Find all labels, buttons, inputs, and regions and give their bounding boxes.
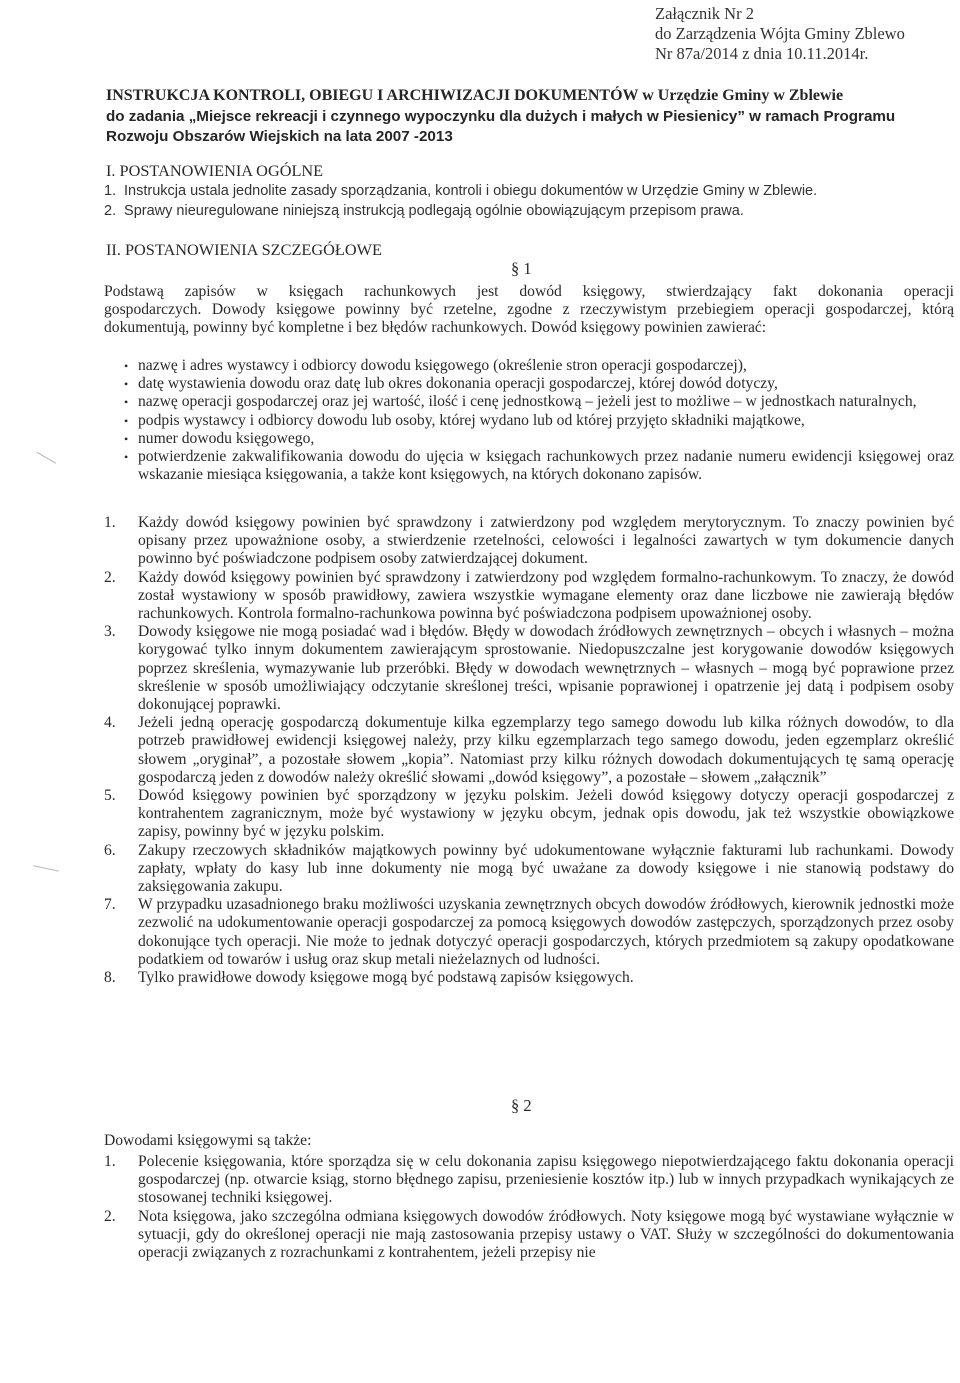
- attachment-note: [655, 4, 905, 64]
- section-1-list: [104, 182, 954, 221]
- intro-lead: Podstawą zapisów w księgach rachunkowych jest dowód księgowy, stwierdzający fakt dokonania operacji: [104, 283, 954, 300]
- item-number: 1.: [104, 514, 116, 531]
- document-title: [106, 86, 952, 148]
- item-number: 5.: [104, 787, 116, 805]
- attachment-line: Nr 87a/2014 z dnia 10.11.2014r.: [655, 44, 869, 63]
- paragraph-1-intro: [104, 283, 954, 338]
- list-item: [104, 202, 954, 222]
- item-number: 2.: [104, 568, 116, 586]
- scan-margin-mark: [33, 855, 61, 871]
- numbered-item: [104, 896, 954, 969]
- attachment-line: Załącznik Nr 2: [655, 4, 754, 23]
- numbered-item: [104, 1153, 954, 1208]
- list-item: [104, 182, 954, 202]
- item-text: Polecenie księgowania, które sporządza się w celu dokonania zapisu księgowego niepotwierdzającego faktu dokonania operacji gospodarczej (np. otwarcie ksiąg, storno błędnego zapisu, przeniesienie kosztów itp.) lub w innych przypadkach wynikających ze stosowanej techniki księgowej.: [138, 1153, 954, 1207]
- paragraph-2-lead: Dowodami księgowymi są także:: [104, 1132, 312, 1149]
- required-elements-list: [104, 357, 954, 484]
- intro-rest: gospodarczych. Dowody księgowe powinny być rzetelne, zgodne z rzeczywistym przebiegiem operacji gospodarczej, którą dokumentują, powinny być kompletne i bez błędów rachunkowych. Dowód księgowy powinien zawierać:: [104, 301, 954, 337]
- bullet-item: • podpis wystawcy i odbiorcy dowodu lub osoby, której wydano lub od której przyjęto składniki majątkowe,: [104, 412, 954, 430]
- item-number: 8.: [104, 969, 116, 987]
- item-text: W przypadku uzasadnionego braku możliwości uzyskania zewnętrznych obcych dowodów źródłowych, kierownik jednostki może zezwolić na udokumentowanie operacji gospodarczej za pomocą księgowych dowodów zastępczych, sporządzonych przez osoby dokonujące tych operacji. Nie może to jednak dotyczyć operacji gospodarczych, których przedmiotem są zakupy opodatkowane podatkiem od towarów i usług oraz skup metali nieżelaznych od ludności.: [138, 896, 954, 968]
- bullet-item: • nazwę i adres wystawcy i odbiorcy dowodu księgowego (określenie stron operacji gospodarczej),: [104, 357, 954, 375]
- numbered-item: [104, 569, 954, 624]
- bullet-item: • nazwę operacji gospodarczej oraz jej wartość, ilość i cenę jednostkową – jeżeli jest to możliwe – w jednostkach naturalnych,: [104, 393, 954, 411]
- item-number: 7.: [104, 896, 116, 914]
- numbered-item: [104, 623, 954, 714]
- section-1-heading: I. POSTANOWIENIA OGÓLNE: [106, 161, 324, 180]
- bullet-item: • datę wystawienia dowodu oraz datę lub okres dokonania operacji gospodarczej, której dowód dotyczy,: [104, 375, 954, 393]
- item-number: 2.: [104, 202, 117, 219]
- item-text: Instrukcja ustala jednolite zasady sporządzania, kontroli i obiegu dokumentów w Urzędzie Gminy w Zblewie.: [124, 183, 818, 199]
- numbered-item: [104, 714, 954, 787]
- item-text: Każdy dowód księgowy powinien być sprawdzony i zatwierdzony pod względem formalno-rachunkowym. To znaczy, że dowód został wystawiony w sposób prawidłowy, zawiera wszystkie wymagane elementy oraz dane liczbowe nie zawierają błędów rachunkowych. Kontrola formalno-rachunkowa powinna być poświadczona podpisem upoważnionej osoby.: [138, 568, 954, 623]
- item-number: 4.: [104, 714, 116, 732]
- item-text: Dowody księgowe nie mogą posiadać wad i błędów. Błędy w dowodach źródłowych zewnętrznych – obcych i własnych – można korygować tylko innym dokumentem zawierającym sprostowanie. Niedopuszczalne jest korygowanie dowodów księgowych poprzez skreślenia, wymazywanie lub przeróbki. Błędy w dowodach wewnętrznych – własnych – mogą być poprawione przez skreślenie w sposób umożliwiający odczytanie skreślonej treści, wpisanie poprawionej i opatrzenie jej datą i podpisem osoby dokonującej poprawki.: [138, 623, 954, 714]
- paragraph-1-numbered-list: [104, 514, 954, 987]
- paragraph-2-list: [104, 1153, 954, 1262]
- item-number: 3.: [104, 623, 116, 641]
- item-number: 2.: [104, 1207, 116, 1225]
- paragraph-mark-1: § 1: [511, 259, 532, 278]
- item-text: Sprawy nieuregulowane niniejszą instrukcją podlegają ogólnie obowiązującym przepisom prawa.: [124, 202, 744, 219]
- numbered-item: [104, 514, 954, 569]
- attachment-line: do Zarządzenia Wójta Gminy Zblewo: [655, 24, 905, 43]
- item-text: Każdy dowód księgowy powinien być sprawdzony i zatwierdzony pod względem merytorycznym. To znaczy powinien być opisany przez upoważnione osoby, a stwierdzenie rzetelności, celowości i legalności zawartych w tym dokumencie danych powinno być poświadczone podpisem osoby zatwierdzającej dokument.: [138, 514, 954, 568]
- item-text: Tylko prawidłowe dowody księgowe mogą być podstawą zapisów księgowych.: [138, 969, 634, 987]
- item-text: Jeżeli jedną operację gospodarczą dokumentuje kilka egzemplarzy tego samego dowodu lub kilka różnych dowodów, to dla potrzeb prawidłowej ewidencji księgowej należy, przy kilku egzemplarzach tego samego dowodu, jeden egzemplarz określić słowem „oryginał”, a pozostałe słowem „kopia”. Natomiast przy kilku różnych dowodach dokumentujących tę samą operację gospodarczą jeden z dowodów należy określić słowami „dowód księgowy”, a pozostałe – słowem „załącznik”: [138, 714, 954, 786]
- scan-margin-mark: [37, 443, 62, 464]
- bullet-item: • numer dowodu księgowego,: [104, 430, 954, 448]
- item-text: Zakupy rzeczowych składników majątkowych powinny być udokumentowane wyłącznie fakturami lub rachunkami. Dowody zapłaty, wpłaty do kasy lub inne dokumenty nie mogą być uważane za dowody księgowe i nie stanowią podstawy do zaksięgowania zakupu.: [138, 841, 954, 896]
- paragraph-mark-2: § 2: [511, 1096, 532, 1115]
- numbered-item: [104, 842, 954, 897]
- item-number: 6.: [104, 841, 116, 859]
- numbered-item: [104, 1208, 954, 1263]
- item-text: Nota księgowa, jako szczególna odmiana księgowych dowodów źródłowych. Noty księgowe mogą być wystawiane wyłącznie w sytuacji, gdy do określonej operacji nie mają zastosowania przepisy ustawy o VAT. Służy w szczególności do dokumentowania operacji związanych z rozrachunkami z kontrahentem, jeżeli przepisy nie: [138, 1207, 954, 1262]
- section-2-heading: II. POSTANOWIENIA SZCZEGÓŁOWE: [106, 240, 382, 259]
- item-text: Dowód księgowy powinien być sporządzony w języku polskim. Jeżeli dowód księgowy dotyczy operacji gospodarczej z kontrahentem zagranicznym, może być wystawiony w języku obcym, jednak opis dowodu, jak też wszystkie obowiązkowe zapisy, powinny być w języku polskim.: [138, 787, 954, 841]
- title-line-3: Rozwoju Obszarów Wiejskich na lata 2007 -2013: [106, 128, 453, 145]
- item-number: 1.: [104, 1153, 116, 1170]
- bullet-item: • potwierdzenie zakwalifikowania dowodu do ujęcia w księgach rachunkowych przez nadanie numeru ewidencji księgowej oraz wskazanie miesiąca księgowania, a także kont księgowych, na których dokonano zapisów.: [104, 448, 954, 484]
- title-line-2: do zadania „Miejsce rekreacji i czynnego wypoczynku dla dużych i małych w Piesienicy” w ramach Programu: [106, 107, 896, 125]
- item-number: 1.: [104, 183, 117, 199]
- numbered-item: [104, 787, 954, 842]
- title-line-1: INSTRUKCJA KONTROLI, OBIEGU I ARCHIWIZACJI DOKUMENTÓW w Urzędzie Gminy w Zblewie: [106, 87, 844, 104]
- numbered-item: [104, 969, 954, 987]
